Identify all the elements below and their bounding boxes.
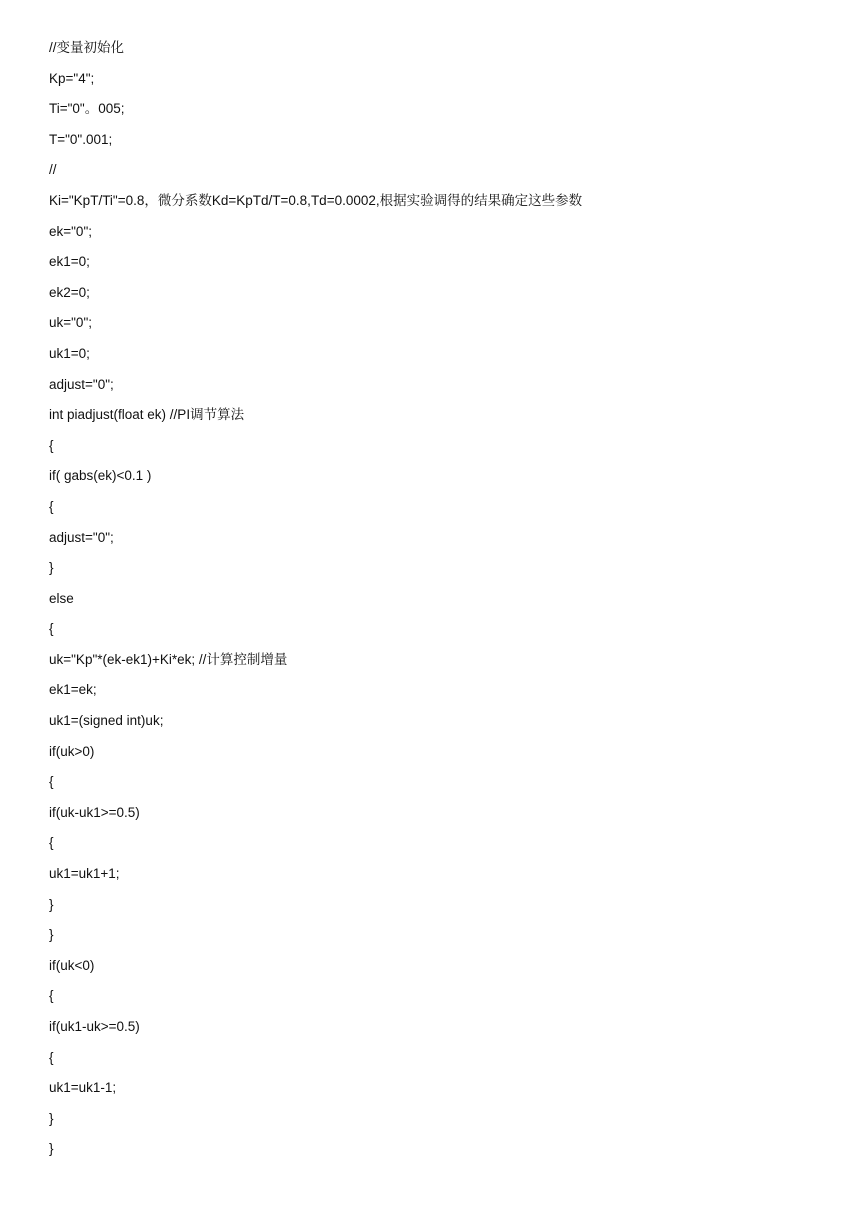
code-line: { — [49, 1049, 54, 1065]
code-line: } — [49, 560, 54, 576]
code-line: { — [49, 437, 54, 453]
code-line: Ti="0"。005; — [49, 101, 125, 117]
code-line: Kp="4"; — [49, 70, 95, 86]
code-line: T="0".001; — [49, 131, 113, 147]
code-line: // — [49, 162, 57, 178]
code-line: else — [49, 590, 74, 606]
code-line: { — [49, 835, 54, 851]
code-line: uk="0"; — [49, 315, 92, 331]
code-line: uk1=(signed int)uk; — [49, 713, 164, 729]
code-line: ek1=0; — [49, 254, 90, 270]
code-line: adjust="0"; — [49, 376, 114, 392]
code-line: uk="Kp"*(ek-ek1)+Ki*ek; //计算控制增量 — [49, 651, 288, 667]
code-line: ek="0"; — [49, 223, 92, 239]
code-line: { — [49, 988, 54, 1004]
code-line: } — [49, 1141, 54, 1157]
code-line: Ki="KpT/Ti"=0.8，微分系数Kd=KpTd/T=0.8,Td=0.0002,根据实验调得的结果确定这些参数 — [49, 192, 583, 208]
code-line: if(uk1-uk>=0.5) — [49, 1019, 140, 1034]
code-line: } — [49, 927, 54, 943]
code-line: { — [49, 498, 54, 514]
code-line: } — [49, 1110, 54, 1126]
code-listing — [49, 38, 582, 1170]
code-line: //变量初始化 — [49, 40, 125, 55]
code-line: } — [49, 896, 54, 912]
code-line: if(uk<0) — [49, 957, 95, 973]
code-line: adjust="0"; — [49, 529, 114, 545]
code-line: { — [49, 621, 54, 637]
code-line: ek2=0; — [49, 284, 90, 300]
code-line: if(uk-uk1>=0.5) — [49, 804, 140, 820]
code-line: uk1=uk1+1; — [49, 866, 120, 882]
code-line: if( gabs(ek)<0.1 ) — [49, 468, 152, 484]
code-line: int piadjust(float ek) //PI调节算法 — [49, 407, 245, 423]
code-line: { — [49, 774, 54, 790]
code-line: if(uk>0) — [49, 743, 95, 759]
code-line: uk1=0; — [49, 345, 90, 361]
code-line: ek1=ek; — [49, 682, 97, 698]
code-line: uk1=uk1-1; — [49, 1080, 117, 1096]
